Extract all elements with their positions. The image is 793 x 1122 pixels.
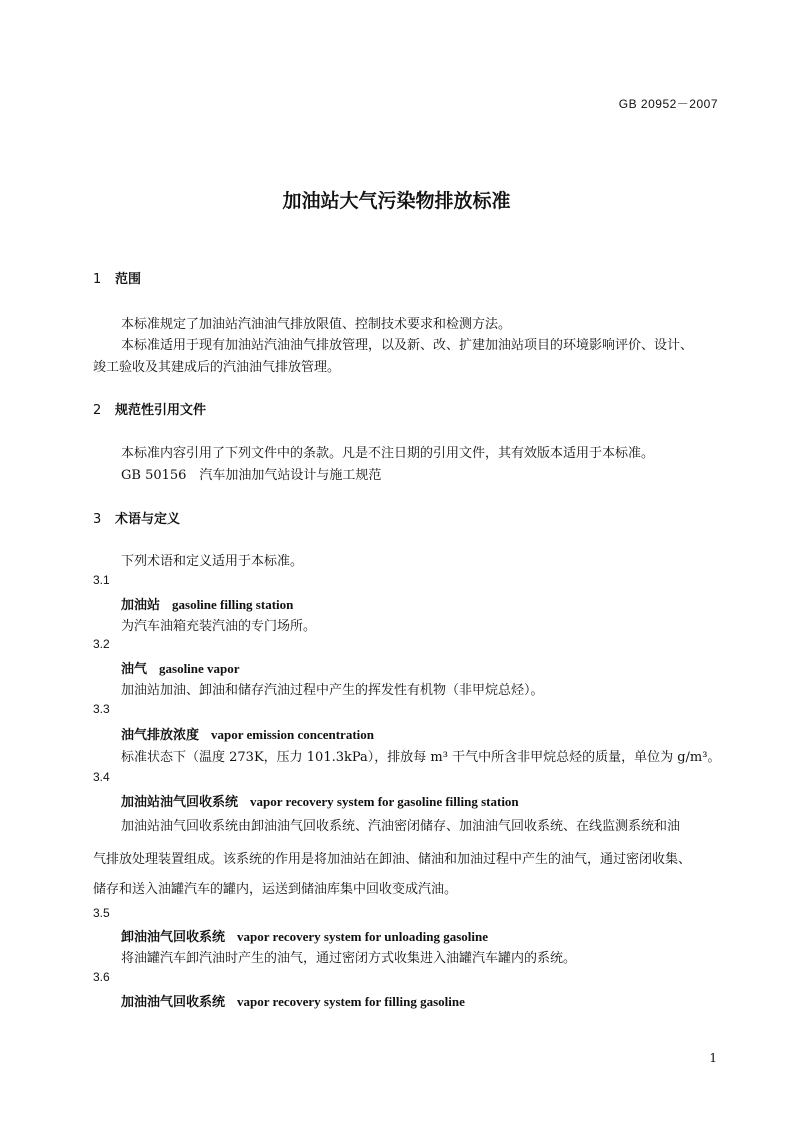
term-en: gasoline vapor — [159, 661, 240, 676]
paragraph-continuation: 竣工验收及其建成后的汽油油气排放管理。 — [93, 360, 341, 375]
term-definition: 将油罐汽车卸汽油时产生的油气，通过密闭方式收集进入油罐汽车罐内的系统。 — [121, 951, 577, 966]
term-heading — [121, 594, 293, 613]
clause-number: 3.3 — [93, 702, 110, 716]
term-heading — [121, 658, 240, 677]
section-number: 2 — [93, 403, 102, 418]
section-heading-scope — [93, 268, 141, 287]
term-zh: 加油站油气回收系统 — [121, 795, 239, 810]
term-heading — [121, 791, 519, 810]
term-definition: 加油站加油、卸油和储存汽油过程中产生的挥发性有机物（非甲烷总烃）。 — [121, 683, 544, 698]
paragraph: 本标准规定了加油站汽油油气排放限值、控制技术要求和检测方法。 — [121, 317, 512, 332]
term-definition: 标准状态下（温度 273K，压力 101.3kPa），排放每 m³ 干气中所含非甲烷总烃的质量，单位为 g/m³。 — [121, 750, 721, 765]
term-en: gasoline filling station — [172, 597, 294, 612]
clause-number: 3.2 — [93, 637, 110, 651]
term-zh: 油气 — [121, 662, 148, 677]
section-heading-normative-references — [93, 399, 206, 418]
section-number: 3 — [93, 512, 102, 527]
page-title: 加油站大气污染物排放标准 — [282, 190, 511, 212]
term-heading — [121, 926, 488, 945]
section-heading-terms — [93, 508, 180, 527]
reference-item: GB 50156 汽车加油加气站设计与施工规范 — [121, 468, 382, 483]
paragraph: 下列术语和定义适用于本标准。 — [121, 554, 304, 569]
term-en: vapor emission concentration — [211, 727, 374, 742]
term-definition-continuation: 气排放处理装置组成。该系统的作用是将加油站在卸油、储油和加油过程中产生的油气，通过密闭收集、 — [93, 852, 692, 867]
section-title: 规范性引用文件 — [115, 403, 207, 418]
section-title: 术语与定义 — [115, 512, 181, 527]
term-zh: 卸油油气回收系统 — [121, 930, 226, 945]
clause-number: 3.4 — [93, 770, 110, 784]
term-zh: 加油站 — [121, 598, 161, 613]
paragraph: 本标准适用于现有加油站汽油油气排放管理，以及新、改、扩建加油站项目的环境影响评价、设计、 — [121, 338, 694, 353]
term-en: vapor recovery system for filling gasoline — [237, 994, 465, 1009]
paragraph: 本标准内容引用了下列文件中的条款。凡是不注日期的引用文件，其有效版本适用于本标准。 — [121, 446, 655, 461]
term-definition-continuation: 储存和送入油罐汽车的罐内，运送到储油库集中回收变成汽油。 — [93, 882, 458, 897]
term-zh: 加油油气回收系统 — [121, 995, 226, 1010]
term-definition: 为汽车油箱充装汽油的专门场所。 — [121, 619, 317, 634]
term-zh: 油气排放浓度 — [121, 728, 200, 743]
term-definition: 加油站油气回收系统由卸油油气回收系统、汽油密闭储存、加油油气回收系统、在线监测系统和油 — [121, 819, 681, 834]
clause-number: 3.6 — [93, 970, 110, 984]
standard-code: GB 20952－2007 — [618, 97, 718, 111]
clause-number: 3.5 — [93, 906, 110, 920]
section-number: 1 — [93, 272, 102, 287]
term-en: vapor recovery system for unloading gasoline — [237, 929, 488, 944]
term-heading — [121, 991, 465, 1010]
term-en: vapor recovery system for gasoline filling station — [250, 794, 519, 809]
page-number: 1 — [709, 1051, 717, 1065]
section-title: 范围 — [115, 272, 142, 287]
term-heading — [121, 724, 374, 743]
clause-number: 3.1 — [93, 573, 110, 587]
